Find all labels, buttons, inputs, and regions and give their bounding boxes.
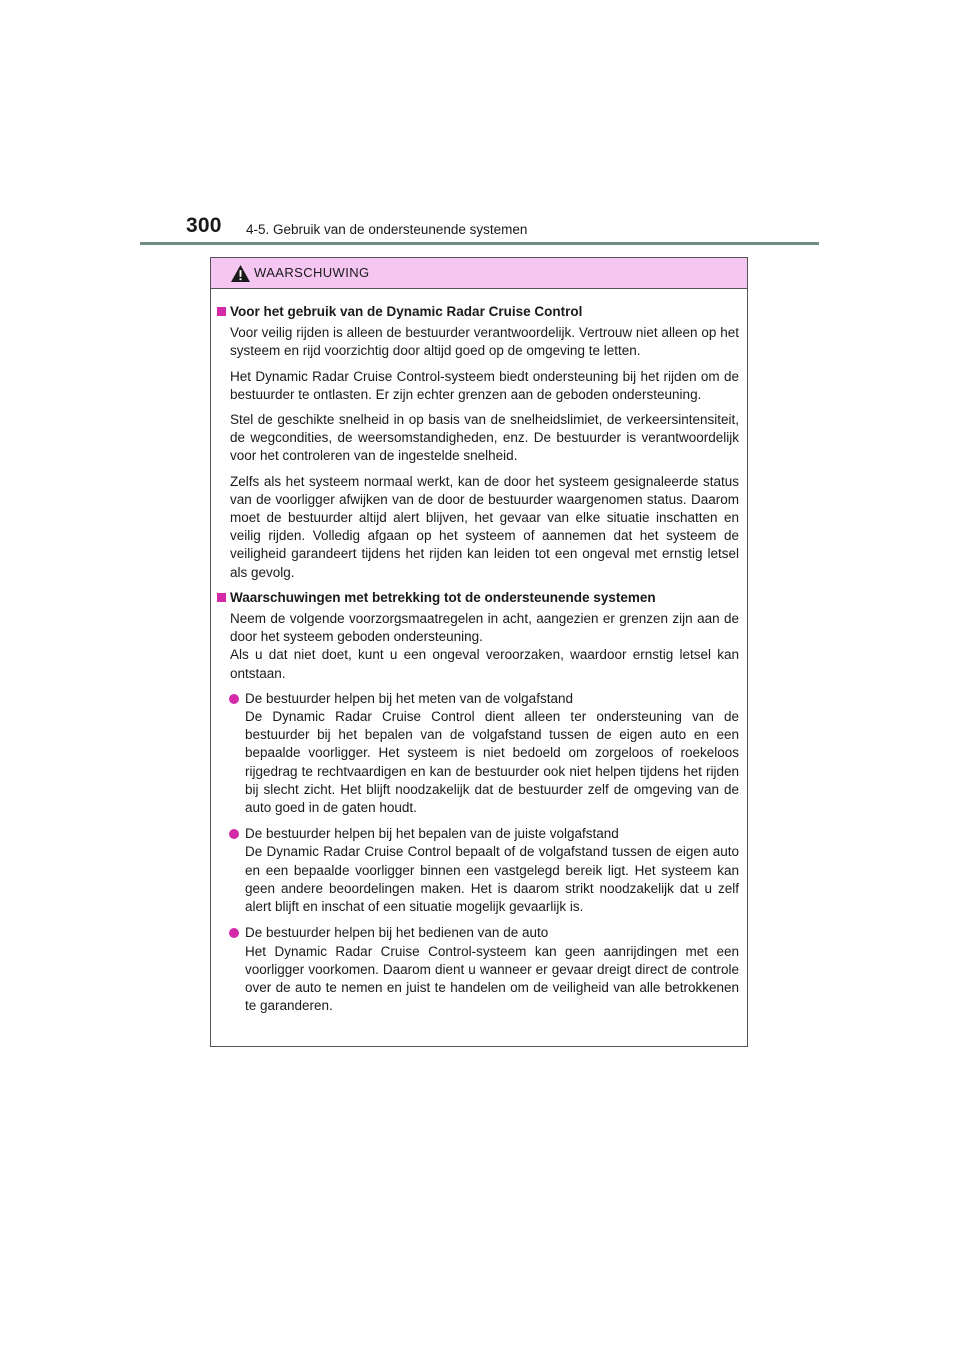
page-header [186, 214, 528, 238]
warning-box [210, 257, 748, 1047]
intro-line: Neem de volgende voorzorgsmaatregelen in acht, aangezien er grenzen zijn aan de door het systeem geboden ondersteuning. [230, 611, 739, 645]
bullet-title: De bestuurder helpen bij het bepalen van de juiste volgafstand [245, 826, 619, 842]
paragraph: Het Dynamic Radar Cruise Control-systeem biedt ondersteuning bij het rijden om de bestuurder te ontlasten. Er zijn echter grenzen aan de geboden ondersteuning. [230, 368, 739, 402]
bullet-title: De bestuurder helpen bij het bedienen van de auto [245, 925, 549, 941]
section-heading [215, 589, 739, 607]
paragraph: Voor veilig rijden is alleen de bestuurder verantwoordelijk. Vertrouw niet alleen op het systeem en rijd voorzichtig door altijd goed op de omgeving te letten. [230, 325, 739, 359]
warning-header [211, 258, 747, 289]
warning-triangle-icon [230, 264, 251, 283]
list-item [229, 690, 739, 817]
paragraph [230, 610, 739, 683]
bullet-text: De Dynamic Radar Cruise Control dient alleen ter ondersteuning van de bestuurder bij het bepalen van de volgafstand tussen de eigen auto en een bepaalde voorligger. Het systeem is niet bedoeld om zorgeloos of roekeloos rijgedrag te rechtvaardigen en kan de bestuurder ook niet helpen tijdens het rijden bij slecht zicht. Het blijft noodzakelijk dat de bestuurder zelf de omgeving van de auto goed in de gaten houdt. [245, 709, 739, 816]
round-bullet-icon [229, 928, 239, 938]
bullet-text: Het Dynamic Radar Cruise Control-systeem kan geen aanrijdingen met een voorligger voorkomen. Daarom dient u wanneer er gevaar dreigt direct de controle over de auto te nemen en juist te handelen om de veiligheid van alle betrokkenen te garanderen. [245, 943, 739, 1014]
intro-line: Als u dat niet doet, kunt u een ongeval veroorzaken, waardoor ernstig letsel kan ontstaan. [230, 647, 739, 681]
round-bullet-icon [229, 829, 239, 839]
list-item [229, 924, 739, 1015]
square-bullet-icon [217, 307, 226, 316]
square-bullet-icon [217, 593, 226, 602]
bullet-title: De bestuurder helpen bij het meten van de volgafstand [245, 690, 573, 706]
warning-title: WAARSCHUWING [254, 265, 370, 280]
header-divider [140, 242, 819, 245]
paragraph: Zelfs als het systeem normaal werkt, kan de door het systeem gesignaleerde status van de voorligger afwijken van de door de bestuurder waargenomen status. Daarom moet de bestuurder altijd alert blijven, het gevaar van elke situatie inschatten en veilig rijden. Volledig afgaan op het systeem of aannemen dat het systeem de veiligheid garandeert tijdens het rijden kan leiden tot een ongeval met ernstig letsel als gevolg. [230, 473, 739, 580]
section-title: 4-5. Gebruik van de ondersteunende systemen [246, 222, 528, 237]
section-heading-text: Voor het gebruik van de Dynamic Radar Cruise Control [230, 304, 583, 319]
page-number: 300 [186, 214, 222, 237]
section-heading-text: Waarschuwingen met betrekking tot de ondersteunende systemen [230, 589, 656, 605]
warning-body [211, 289, 747, 1015]
bullet-text: De Dynamic Radar Cruise Control bepaalt of de volgafstand tussen de eigen auto en een bepaalde voorligger binnen een vastgelegd bereik ligt. Het systeem kan geen andere beoordelingen maken. Het is daarom strikt noodzakelijk dat u zelf alert blijft en inschat of een situatie mogelijk gevaarlijk is. [245, 844, 739, 915]
list-item [229, 825, 739, 916]
section-heading [215, 303, 739, 321]
round-bullet-icon [229, 694, 239, 704]
paragraph: Stel de geschikte snelheid in op basis van de snelheidslimiet, de verkeersintensiteit, de wegcondities, de weersomstandigheden, enz. De bestuurder is verantwoordelijk voor het controleren van de ingestelde snelheid. [230, 412, 739, 464]
